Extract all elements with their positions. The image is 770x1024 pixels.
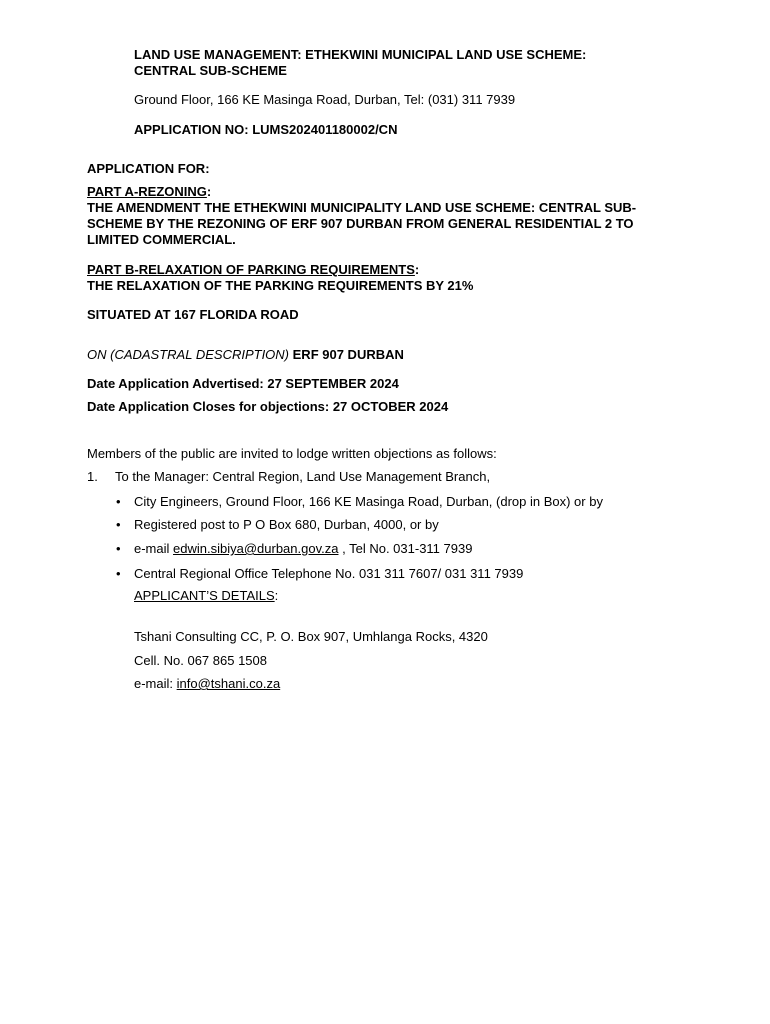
part-a-colon: : [206, 184, 212, 199]
applicant-cell: Cell. No. 067 865 1508 [134, 653, 267, 668]
date-advertised: Date Application Advertised: 27 SEPTEMBER 2024 [87, 376, 399, 391]
item-number: 1. [87, 469, 98, 484]
bullet-text: Central Regional Office Telephone No. 031 311 7607/ 031 311 7939 [134, 566, 524, 581]
bullet-item [116, 517, 736, 533]
part-b-heading: PART B-RELAXATION OF PARKING REQUIREMENTS [87, 262, 415, 277]
part-b-section [87, 262, 697, 294]
date-closes: Date Application Closes for objections: 27 OCTOBER 2024 [87, 399, 449, 414]
bullet-text: Registered post to P O Box 680, Durban, 4000, or by [134, 517, 439, 532]
objections-intro: Members of the public are invited to lodge written objections as follows: [87, 446, 497, 461]
part-a-line-2: SCHEME BY THE REZONING OF ERF 907 DURBAN FROM GENERAL RESIDENTIAL 2 TO [87, 216, 634, 231]
part-b-colon: : [414, 262, 420, 277]
office-address: Ground Floor, 166 KE Masinga Road, Durban, Tel: (031) 311 7939 [134, 92, 516, 107]
cadastral-description [87, 347, 697, 363]
applicant-colon: : [274, 588, 279, 603]
applicant-email-line [134, 676, 714, 692]
notice-title [134, 47, 714, 79]
situated-at: SITUATED AT 167 FLORIDA ROAD [87, 307, 299, 322]
part-b-line-1: THE RELAXATION OF THE PARKING REQUIREMENTS BY 21% [87, 278, 474, 293]
bullet-item [116, 494, 736, 510]
part-a-section [87, 184, 707, 248]
application-number: APPLICATION NO: LUMS202401180002/CN [134, 122, 398, 137]
applicant-heading: APPLICANT’S DETAILS [134, 588, 275, 603]
bullet-icon: • [116, 566, 121, 581]
applicant-company: Tshani Consulting CC, P. O. Box 907, Umhlanga Rocks, 4320 [134, 629, 488, 644]
bullet-text: City Engineers, Ground Floor, 166 KE Masinga Road, Durban, (drop in Box) or by [134, 494, 603, 509]
objection-item-1 [87, 469, 727, 485]
bullet-item-email [116, 541, 736, 557]
bullet-icon: • [116, 541, 121, 556]
bullet-icon: • [116, 517, 121, 532]
bullet-icon: • [116, 494, 121, 509]
title-line-2: CENTRAL SUB-SCHEME [134, 63, 287, 78]
applicant-email-link[interactable]: info@tshani.co.za [176, 676, 281, 691]
applicant-email-prefix: e-mail: [134, 676, 174, 691]
email-suffix: , Tel No. 031-311 7939 [342, 541, 473, 556]
part-b-heading-line [87, 262, 697, 278]
part-a-heading-line [87, 184, 707, 200]
application-for-label: APPLICATION FOR: [87, 161, 210, 176]
part-a-heading: PART A-REZONING [87, 184, 207, 199]
email-link[interactable]: edwin.sibiya@durban.gov.za [173, 541, 339, 556]
item-text: To the Manager: Central Region, Land Use Management Branch, [115, 469, 491, 484]
applicant-heading-line [134, 588, 714, 604]
title-line-1: LAND USE MANAGEMENT: ETHEKWINI MUNICIPAL LAND USE SCHEME: [134, 47, 587, 62]
part-a-line-3: LIMITED COMMERCIAL. [87, 232, 236, 247]
cadastral-prefix: ON (CADASTRAL DESCRIPTION) [87, 347, 290, 362]
cadastral-value: ERF 907 DURBAN [292, 347, 404, 362]
part-a-line-1: THE AMENDMENT THE ETHEKWINI MUNICIPALITY LAND USE SCHEME: CENTRAL SUB- [87, 200, 637, 215]
bullet-item [116, 566, 736, 582]
email-prefix: e-mail [134, 541, 170, 556]
